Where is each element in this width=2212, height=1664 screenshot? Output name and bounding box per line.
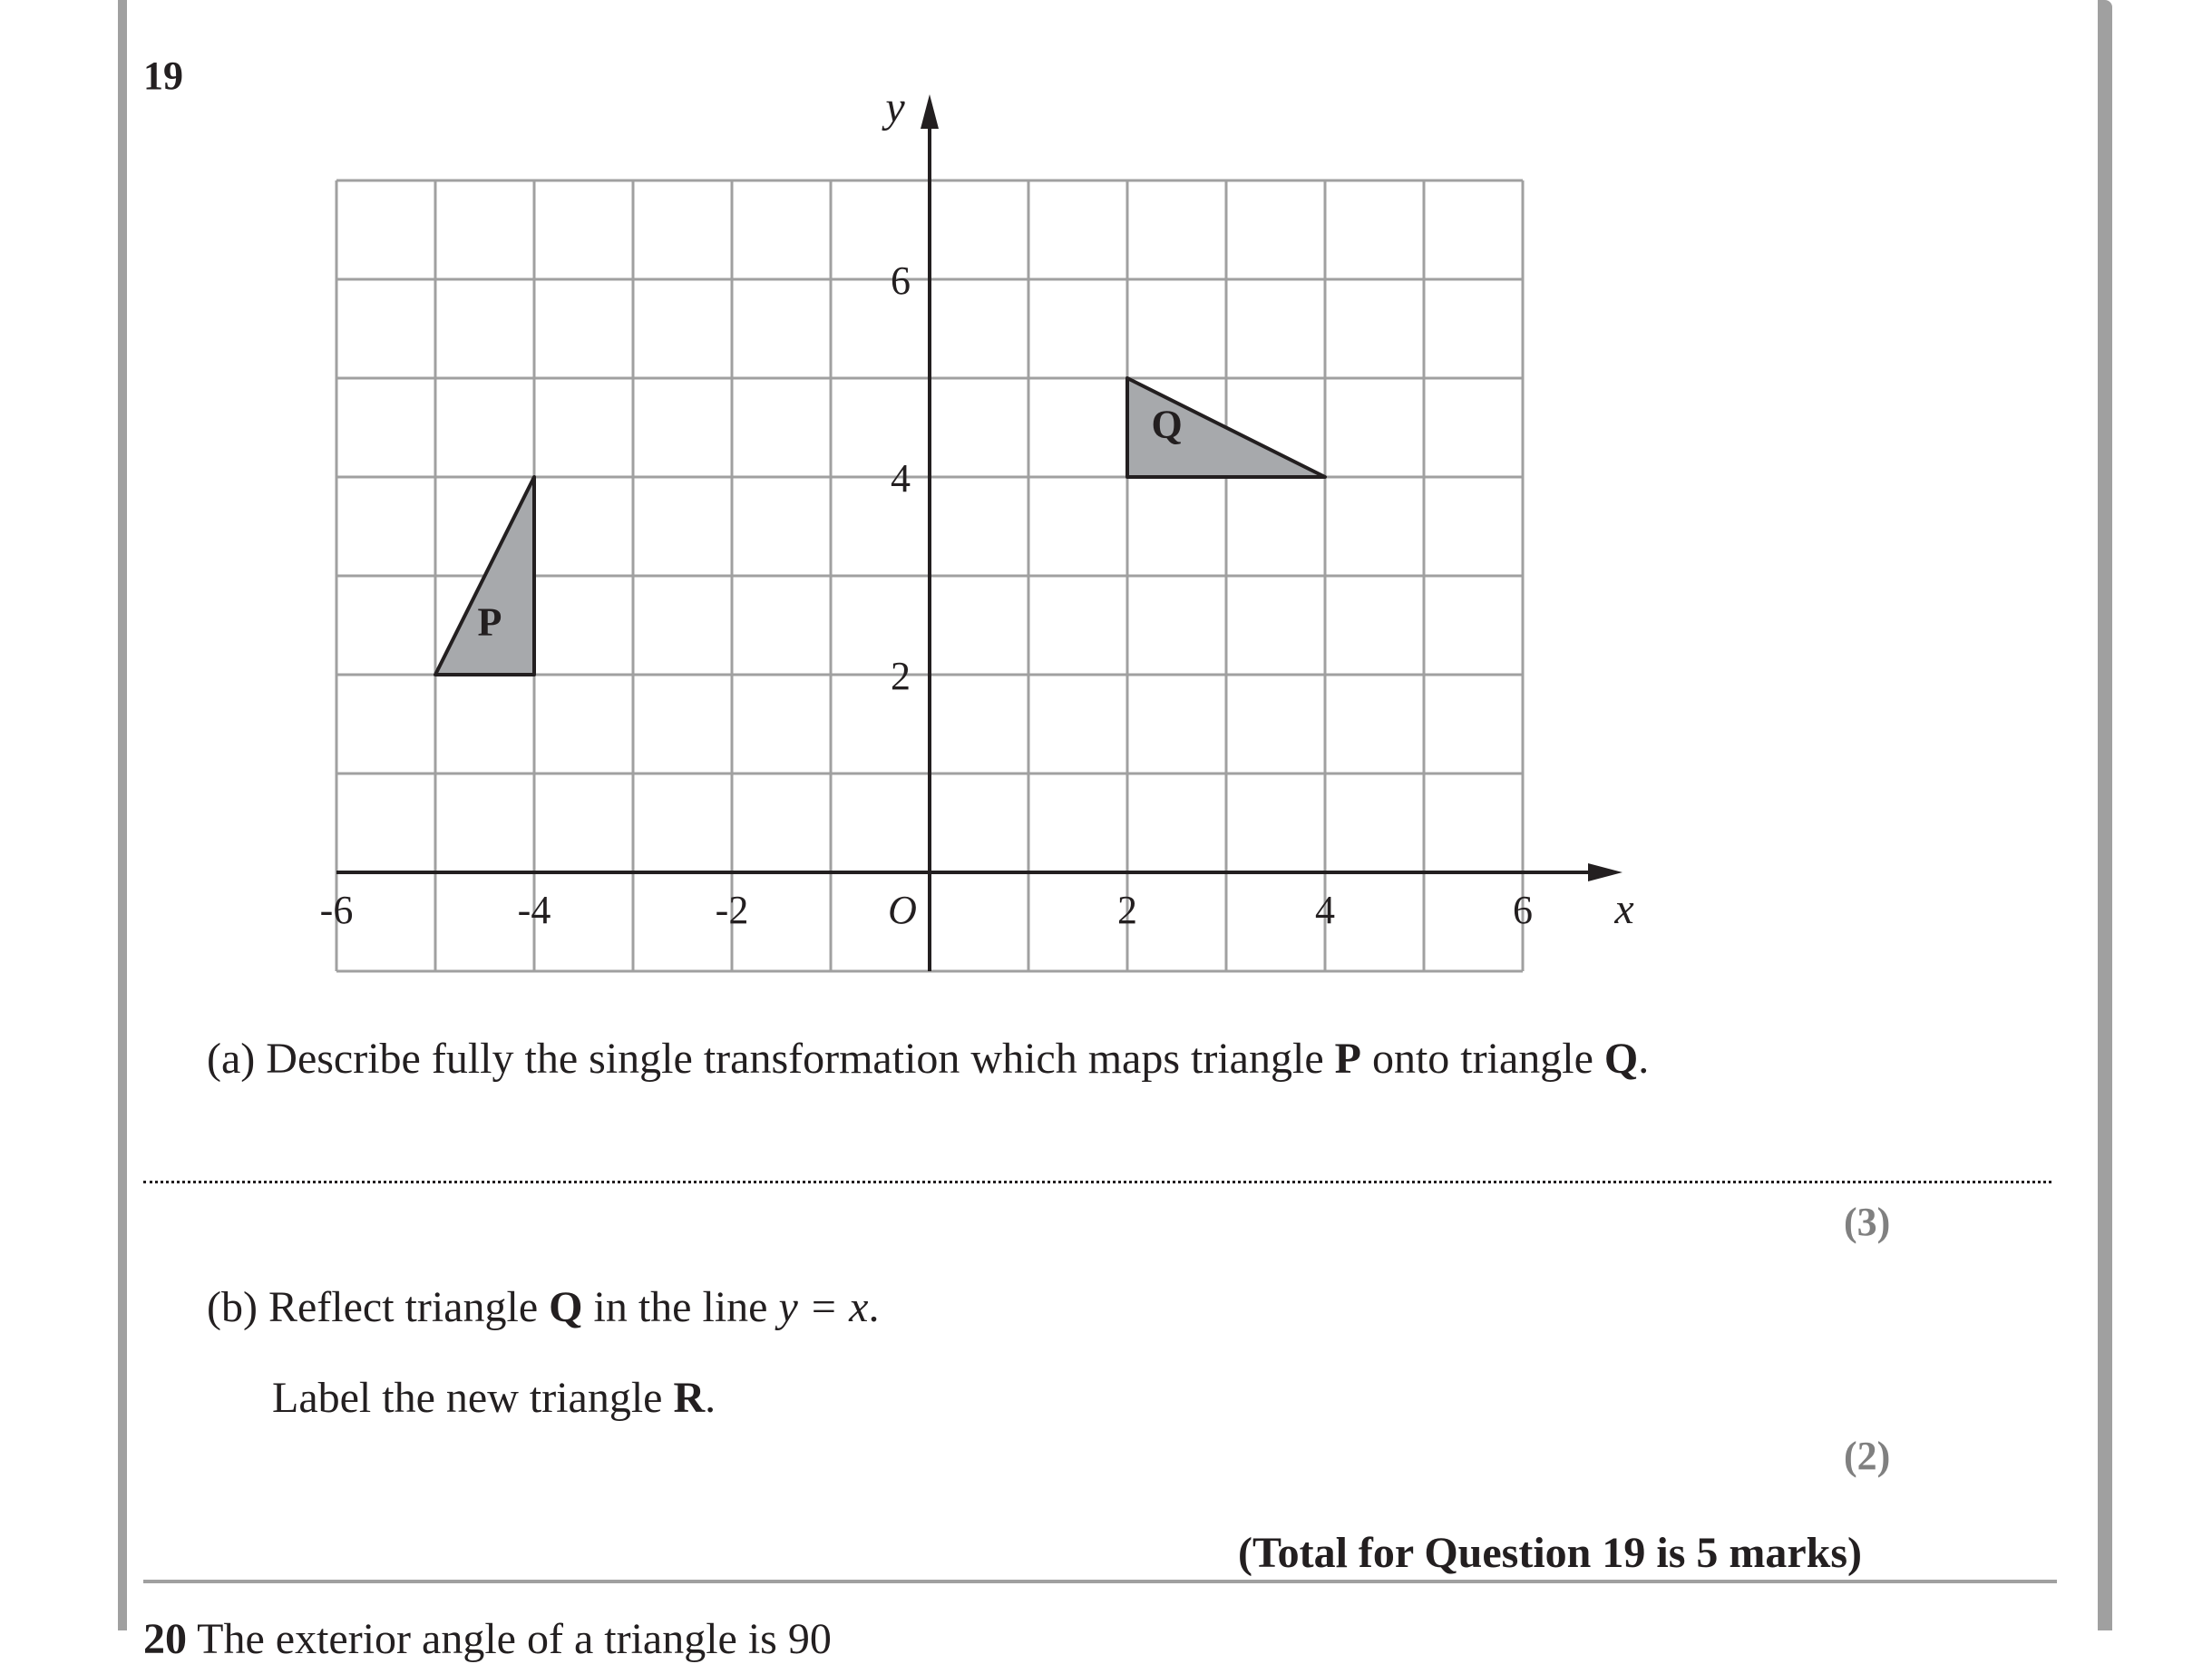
triangle-q-label: Q: [1151, 402, 1183, 447]
next-question: [143, 1614, 832, 1664]
y-axis-arrow: [921, 94, 939, 129]
part-b-text-1: Reflect triangle: [268, 1283, 550, 1331]
x-axis-label: x: [1614, 885, 1634, 933]
part-a-question: [207, 1034, 1649, 1084]
y-tick-label: 2: [891, 654, 911, 698]
part-b-text-2: in the line: [582, 1283, 779, 1331]
y-tick-label: 6: [891, 258, 911, 303]
part-b-question: [207, 1282, 879, 1332]
triangle-q-ref: Q: [1603, 1035, 1639, 1083]
part-b-label: (b): [207, 1283, 258, 1331]
answer-line[interactable]: [143, 1181, 2051, 1183]
x-tick-label: -6: [319, 888, 354, 932]
part-b-line2-1: Label the new triangle: [272, 1374, 674, 1422]
question-divider: [143, 1580, 2057, 1583]
part-b-instruction: [272, 1373, 716, 1423]
y-tick-label: 4: [891, 456, 911, 501]
part-a-marks: (3): [1844, 1200, 1891, 1244]
part-a-text-2: onto triangle: [1360, 1035, 1604, 1083]
triangle-q-ref-b: Q: [549, 1283, 583, 1331]
x-axis-arrow: [1588, 863, 1622, 881]
part-a-text-3: .: [1638, 1035, 1650, 1083]
triangle-r-ref: R: [673, 1374, 706, 1422]
triangles: [435, 378, 1325, 675]
next-question-text: The exterior angle of a triangle is 90: [187, 1615, 832, 1663]
x-tick-label: 2: [1117, 888, 1137, 932]
part-a-text-1: Describe fully the single transformation which maps triangle: [266, 1035, 1335, 1083]
part-b-marks: (2): [1844, 1434, 1891, 1478]
x-tick-label: -4: [517, 888, 551, 932]
origin-label: O: [888, 888, 917, 932]
y-axis-label: y: [885, 83, 905, 131]
total-marks: (Total for Question 19 is 5 marks): [1238, 1529, 1863, 1577]
triangle-p-ref: P: [1334, 1035, 1361, 1083]
part-b-line2-2: .: [705, 1374, 716, 1422]
triangle-p-label: P: [477, 599, 502, 645]
x-tick-label: 4: [1315, 888, 1335, 932]
part-b-text-3: .: [868, 1283, 880, 1331]
line-equation: y = x: [778, 1283, 869, 1331]
question-number: 19: [143, 54, 183, 98]
x-tick-label: 6: [1513, 888, 1533, 932]
next-question-number: 20: [143, 1615, 187, 1663]
part-a-label: (a): [207, 1035, 256, 1083]
x-tick-label: -2: [715, 888, 749, 932]
